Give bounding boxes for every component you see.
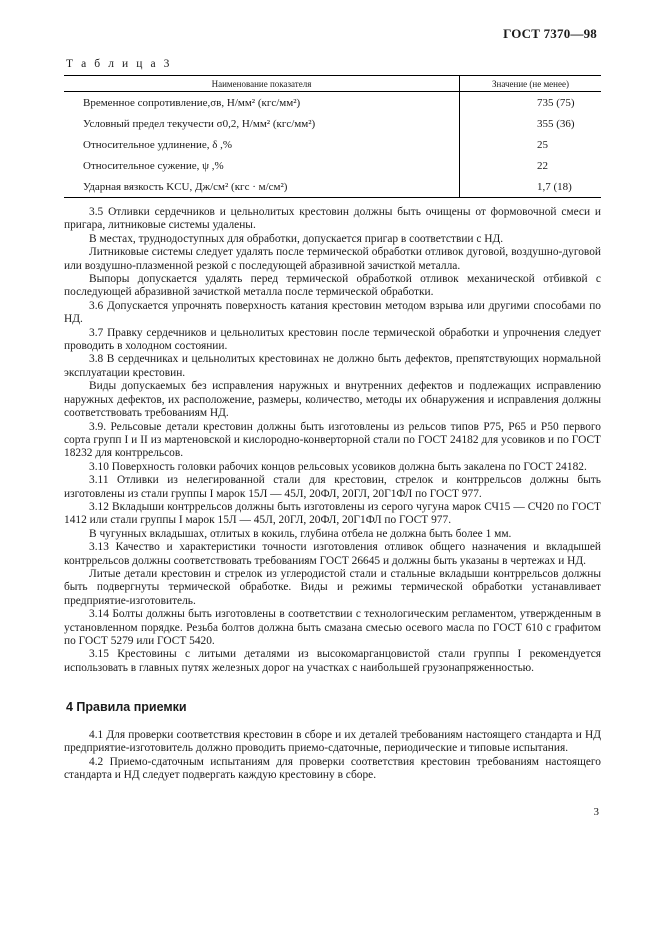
- paragraph: 3.8 В сердечниках и цельнолитых крестовинах не должно быть дефектов, препятствующих нормальной эксплуатации крестовин.: [64, 353, 601, 379]
- table-row: [64, 113, 601, 134]
- paragraph: 4.2 Приемо-сдаточным испытаниям для проверки соответствия крестовин требованиям настоящего стандарта и НД следует подвергать каждую крестовину в сборе.: [64, 755, 601, 782]
- column-header-name: Наименование показателя: [64, 76, 460, 92]
- table-row: [64, 92, 601, 114]
- paragraph: 3.6 Допускается упрочнять поверхность катания крестовин методом взрыва или другими способами по НД.: [64, 299, 601, 326]
- paragraph: В чугунных вкладышах, отлитых в кокиль, глубина отбела не должна быть более 1 мм.: [89, 527, 512, 540]
- paragraph: 3.13 Качество и характеристики точности изготовления отливок общего назначения и вкладышей контррельсов должны соответствовать требованиям ГОСТ 26645 и должны быть указаны в чертежах и НД.: [64, 541, 601, 567]
- table-row: [64, 134, 601, 155]
- section3-body: [64, 206, 601, 675]
- paragraph: 3.5 Отливки сердечников и цельнолитых крестовин должны быть очищены от формовочной смеси и пригара, литниковые системы удалены.: [64, 206, 601, 232]
- section-heading: 4 Правила приемки: [66, 700, 187, 714]
- table-row: [64, 176, 601, 198]
- paragraph: Литые детали крестовин и стрелок из углеродистой стали и стальные вкладыши контррельсов должны быть подвергнуты термической обработке. Виды и режимы термической обработки устанавливает предприятие-изготовитель.: [64, 567, 601, 607]
- paragraph: Выпоры допускается удалять перед термической обработкой отливок механической отбивкой с последующей абразивной зачисткой металла после термической обработки.: [64, 273, 601, 299]
- section4-body: [64, 729, 601, 783]
- property-value: 1,7 (18): [460, 176, 602, 198]
- paragraph: 3.14 Болты должны быть изготовлены в соответствии с технологическим регламентом, утвержденным в установленном порядке. Резьба болтов должна быть смазана смесью осевого масла по ГОСТ 610 с графитом по ГОСТ 5279 или ГОСТ 5420.: [64, 608, 601, 647]
- property-value: 25: [537, 138, 548, 151]
- paragraph: 3.15 Крестовины с литыми деталями из высокомарганцовистой стали группы I рекомендуется использовать в главных путях железных дорог на участках с наибольшей грузонапряженностью.: [64, 648, 601, 674]
- paragraph: 3.11 Отливки из нелегированной стали для крестовин, стрелок и контррельсов должны быть изготовлены из стали группы I марок 15Л — 45Л, 20ФЛ, 20ГЛ, 20Г1ФЛ по ГОСТ 977.: [64, 474, 601, 500]
- table-row: [64, 155, 601, 176]
- property-name: Ударная вязкость KCU, Дж/см² (кгс · м/см²): [64, 176, 460, 198]
- property-value: 735 (75): [537, 96, 575, 109]
- property-name: Относительное удлинение, δ ,%: [64, 134, 460, 155]
- table-caption: Т а б л и ц а 3: [66, 58, 173, 70]
- column-header-value: Значение (не менее): [460, 76, 602, 92]
- paragraph: 4.1 Для проверки соответствия крестовин в сборе и их деталей требованиям настоящего стандарта и НД предприятие-изготовитель должно проводить приемо-сдаточные, периодические и типовые испытания.: [64, 729, 601, 755]
- paragraph: 3.9. Рельсовые детали крестовин должны быть изготовлены из рельсов типов Р75, Р65 и Р50 первого сорта групп I и II из мартеновской и кислородно-конверторной стали по ГОСТ 24182 для усовиков и по ГОСТ 18232 для контррельсов.: [64, 420, 601, 460]
- properties-table: [64, 75, 601, 198]
- paragraph: Литниковые системы следует удалять после термической обработки отливок дуговой, воздушно-дуговой или воздушно-плазменной резкой с последующей абразивной зачисткой металла.: [64, 246, 601, 272]
- paragraph: В местах, труднодоступных для обработки, допускается пригар в соответствии с НД.: [89, 232, 504, 245]
- standard-number: ГОСТ 7370—98: [503, 26, 597, 41]
- table-header-row: [64, 76, 601, 92]
- page-number: 3: [593, 806, 599, 818]
- paragraph: 3.10 Поверхность головки рабочих концов рельсовых усовиков должна быть закалена по ГОСТ 24182.: [89, 460, 587, 473]
- property-name: Относительное сужение, ψ ,%: [64, 155, 460, 176]
- paragraph: Виды допускаемых без исправления наружных и внутренних дефектов и подлежащих исправлению наружных дефектов, их расположение, размеры, количество, методы их обнаружения и исправления должны соответствовать требованиям НД.: [64, 380, 601, 420]
- paragraph: 3.7 Правку сердечников и цельнолитых крестовин после термической обработки и упрочнения следует проводить в холодном состоянии.: [64, 326, 601, 353]
- paragraph: 3.12 Вкладыши контррельсов должны быть изготовлены из серого чугуна марок СЧ15 — СЧ20 по ГОСТ 1412 или стали группы I марок 15Л — 45Л, 20ГЛ, 20ФЛ, 20Г1ФЛ по ГОСТ 977.: [64, 500, 601, 527]
- property-value: 22: [537, 159, 548, 172]
- property-value: 355 (36): [537, 117, 575, 130]
- property-name: Условный предел текучести σ0,2, Н/мм² (кгс/мм²): [64, 113, 460, 134]
- property-name: Временное сопротивление,σв, Н/мм² (кгс/мм²): [64, 92, 460, 114]
